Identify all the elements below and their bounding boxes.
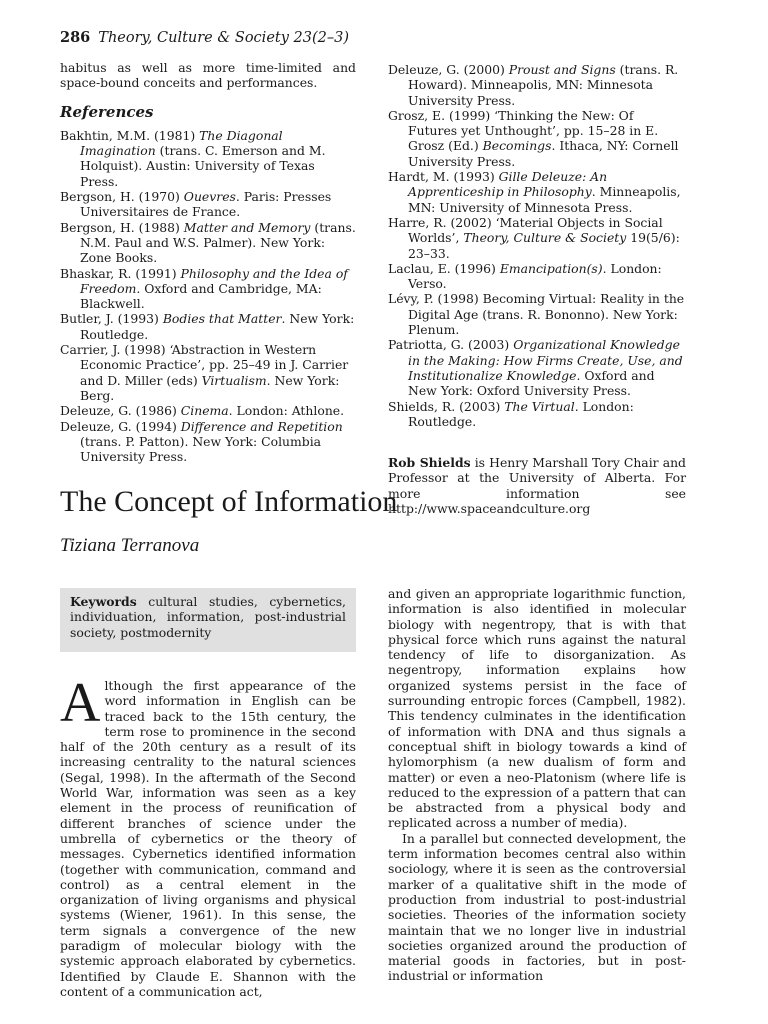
reference-entry	[388, 291, 686, 337]
paragraph-continued: and given an appropriate logarithmic function, information is also identified in molecular biology with negentropy, that is with that physical force which runs against the natural tendency of life to disorganization. As negentropy, information explains how organized systems persist in the face of surrounding entropic forces (Campbell, 1982). This tendency culminates in the identification of information with DNA and thus signals a conceptual shift in biology towards a kind of hylomorphism (a new dualism of form and matter) or even a neo-Platonism (where life is reduced to the expression of a pattern that can be abstracted from a physical body and replicated across a number of media).	[388, 586, 686, 831]
reference-entry	[388, 62, 686, 108]
reference-entry	[388, 215, 686, 261]
reference-text: Patriotta, G. (2003)	[388, 337, 514, 353]
opening-paragraph	[60, 672, 356, 999]
reference-text: Deleuze, G. (2000)	[388, 62, 509, 77]
reference-title: Becomings	[482, 138, 552, 154]
paragraph-sociology: In a parallel but connected development, the term information becomes central also within sociology, where it is seen as the controversial marker of a qualitative shift in the mode of production from industrial to post-industrial societies. Theories of the information society maintain that we no longer live in industrial societies organized around the production of material goods in factories, but in post-industrial or information	[388, 830, 686, 984]
reference-text: (trans. R. Howard). Minneapolis, MN: Minnesota University Press.	[408, 62, 679, 108]
reference-entry	[60, 342, 356, 403]
reference-text: . London: Athlone.	[228, 403, 345, 419]
reference-entry	[60, 419, 356, 465]
reference-entry	[60, 311, 356, 342]
closing-paragraph: habitus as well as more time-limited and space-bound conceits and performances.	[60, 60, 356, 91]
references-heading: References	[60, 102, 154, 121]
reference-text: Grosz, E. (1999) ‘Thinking the New: Of Futures yet Unthought’, pp. 15–28 in E. Grosz (Ed.)	[388, 107, 659, 154]
reference-entry	[60, 266, 356, 312]
reference-entry	[388, 169, 686, 215]
reference-text: Shields, R. (2003)	[388, 398, 505, 414]
reference-title: Ouevres	[183, 189, 236, 205]
reference-text: . London: Verso.	[408, 260, 662, 292]
body-left-column	[60, 672, 356, 999]
author-bio	[388, 455, 686, 516]
drop-cap: A	[60, 672, 101, 734]
reference-text: Bakhtin, M.M. (1981)	[60, 127, 200, 143]
journal-title: Theory, Culture & Society 23(2–3)	[98, 30, 349, 46]
keywords-label: Keywords	[70, 594, 137, 609]
reference-list-left	[60, 128, 356, 465]
reference-text: . Oxford and Cambridge, MA: Blackwell.	[80, 280, 322, 312]
reference-text: Bhaskar, R. (1991)	[60, 265, 181, 281]
opening-paragraph-text: lthough the first appearance of the word information in English can be traced back to the 15th century, the term rose to prominence in the second half of the 20th century as a result of its increasing centrality to the natural sciences (Segal, 1998). In the aftermath of the Second World War, information was seen as a key element in the process of reunification of different branches of science under the umbrella of cybernetics or the theory of messages. Cybernetics identified information (together with communication, command and control) as a central element in the organization of living organisms and physical systems (Wiener, 1961). In this sense, the term signals a convergence of the new paradigm of molecular biology with the systemic approach elaborated by cybernetics. Identified by Claude E. Shannon with the content of a communication act,	[60, 678, 356, 999]
bio-name: Rob Shields	[388, 455, 471, 471]
reference-text: . Paris: Presses Universitaires de France.	[80, 189, 332, 220]
reference-text: 19(5/6): 23–33.	[408, 230, 680, 261]
reference-text: . Ithaca, NY: Cornell University Press.	[408, 138, 679, 169]
reference-title: Matter and Memory	[183, 219, 311, 235]
reference-text: (trans. P. Patton). New York: Columbia University Press.	[80, 433, 322, 465]
reference-entry	[388, 399, 686, 430]
reference-text: . London: Routledge.	[408, 398, 634, 429]
running-header	[60, 29, 349, 46]
keywords-list: cultural studies, cybernetics, individuation, information, post-industrial society, postmodernity	[70, 594, 346, 640]
reference-title: Difference and Repetition	[180, 418, 343, 434]
article-author: Tiziana Terranova	[60, 535, 200, 556]
reference-entry	[388, 261, 686, 292]
keywords-box	[60, 588, 356, 652]
reference-text: . Minneapolis, MN: University of Minnesota Press.	[408, 184, 681, 215]
reference-text: Deleuze, G. (1994)	[60, 418, 181, 434]
references-right-column	[388, 62, 686, 529]
reference-text: Bergson, H. (1988)	[60, 219, 184, 235]
reference-text: (trans. C. Emerson and M. Holquist). Austin: University of Texas Press.	[80, 143, 326, 189]
reference-text: Carrier, J. (1998) ‘Abstraction in Western Economic Practice’, pp. 25–49 in J. Carrier and D. Miller (eds)	[60, 342, 349, 388]
reference-entry	[60, 128, 356, 189]
reference-text: Hardt, M. (1993)	[388, 169, 499, 185]
reference-entry	[60, 189, 356, 220]
reference-entry	[388, 108, 686, 169]
body-right-column	[388, 586, 686, 984]
reference-entry	[60, 403, 356, 418]
reference-text: Bergson, H. (1970)	[60, 189, 184, 205]
references-left-column	[60, 60, 356, 464]
reference-text: . New York: Berg.	[80, 372, 340, 403]
reference-title: Gille Deleuze: An Apprenticeship in Philosophy	[408, 169, 608, 200]
reference-title: Emancipation(s)	[499, 260, 603, 276]
reference-title: Organizational Knowledge in the Making: How Firms Create, Use, and Institutionalize Knowledge	[408, 337, 683, 383]
reference-entry	[388, 337, 686, 398]
reference-text: (trans. N.M. Paul and W.S. Palmer). New York: Zone Books.	[80, 219, 356, 266]
reference-title: Proust and Signs	[508, 62, 616, 77]
page-number: 286	[60, 29, 91, 46]
reference-text: Harre, R. (2002) ‘Material Objects in Social Worlds’,	[388, 214, 663, 246]
reference-title: Virtualism	[201, 372, 267, 388]
article-title: The Concept of Information	[60, 485, 398, 518]
reference-text: Butler, J. (1993)	[60, 311, 163, 327]
reference-text: Laclau, E. (1996)	[388, 260, 500, 276]
bio-text: is Henry Marshall Tory Chair and Professor at the University of Alberta. For more information see http://www.spaceandculture.org	[388, 455, 686, 517]
reference-title: Cinema	[180, 403, 229, 419]
reference-title: The Diagonal Imagination	[80, 127, 283, 159]
reference-text: Lévy, P. (1998) Becoming Virtual: Reality in the Digital Age (trans. R. Bononno). New York: Plenum.	[388, 291, 685, 338]
reference-entry	[60, 220, 356, 266]
reference-list-right	[388, 62, 686, 429]
reference-title: Bodies that Matter	[162, 311, 282, 327]
reference-title: The Virtual	[504, 398, 575, 414]
reference-title: Philosophy and the Idea of Freedom	[80, 265, 348, 296]
reference-text: . Oxford and New York: Oxford University Press.	[408, 367, 655, 399]
reference-text: . New York: Routledge.	[80, 311, 355, 342]
reference-text: Deleuze, G. (1986)	[60, 403, 181, 419]
reference-title: Theory, Culture & Society	[463, 230, 627, 246]
